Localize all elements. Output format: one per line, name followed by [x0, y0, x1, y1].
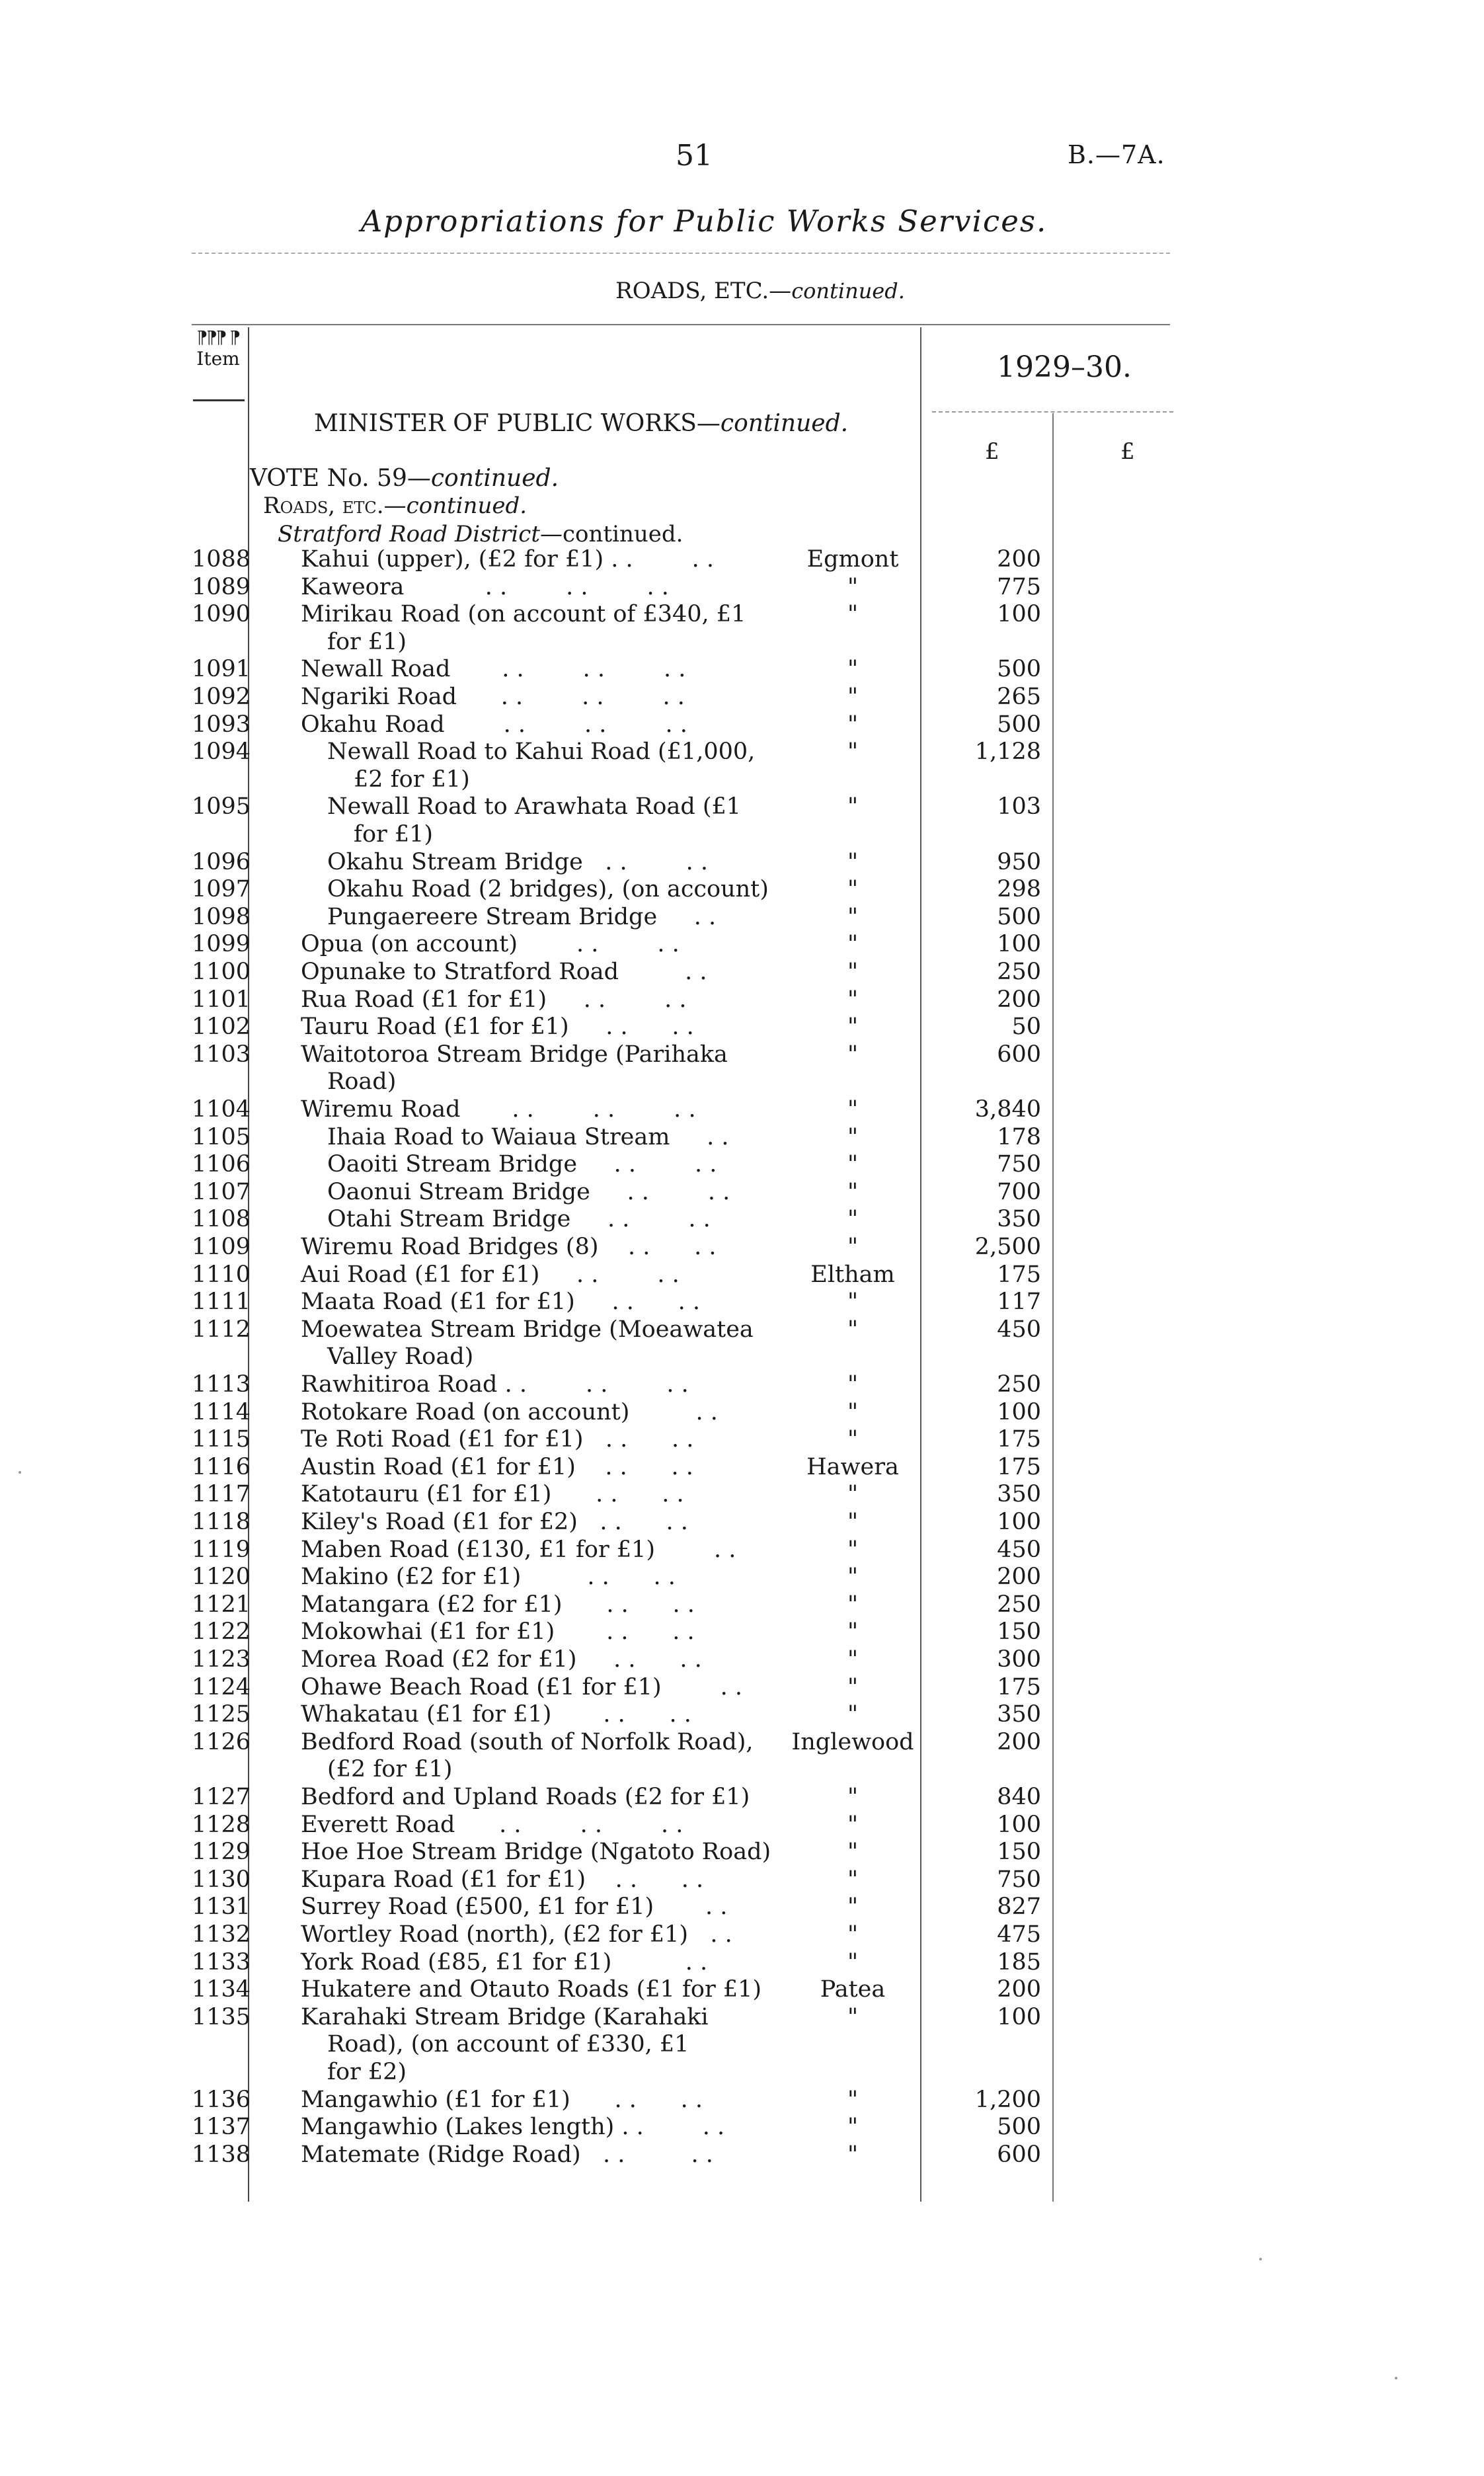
electoral-district: " — [847, 2003, 859, 2030]
district-cont: continued. — [563, 521, 683, 547]
electoral-district: " — [847, 959, 859, 985]
amount: 185 — [997, 1948, 1041, 1976]
item-number: 1088 — [192, 546, 251, 573]
electoral-district: " — [847, 986, 859, 1013]
item-number: 1115 — [192, 1426, 251, 1453]
amount: 500 — [997, 2114, 1041, 2141]
electoral-district: " — [847, 739, 859, 766]
item-description: Otahi Stream Bridge . . . . — [327, 1206, 711, 1233]
item-description: Okahu Stream Bridge . . . . — [327, 848, 708, 875]
item-number: 1111 — [192, 1289, 251, 1316]
item-label: Item — [196, 348, 240, 370]
item-number: 1114 — [192, 1398, 251, 1425]
item-number: 1117 — [192, 1481, 251, 1508]
amount: 600 — [997, 1041, 1041, 1068]
electoral-district: " — [847, 1784, 859, 1810]
amount: 750 — [997, 1866, 1041, 1893]
item-description: Maata Road (£1 for £1) . . . . — [301, 1289, 700, 1316]
item-number: 1097 — [192, 876, 251, 903]
item-number: 1125 — [192, 1701, 251, 1728]
amount: 300 — [997, 1646, 1041, 1673]
item-description: York Road (£85, £1 for £1) . . — [301, 1948, 708, 1976]
amount: 475 — [997, 1921, 1041, 1948]
minister-heading — [314, 410, 848, 437]
item-description: Bedford Road (south of Norfolk Road), — [301, 1728, 754, 1755]
amount: 103 — [997, 793, 1041, 820]
item-number: 1113 — [192, 1371, 251, 1398]
item-number: 1095 — [192, 793, 251, 820]
electoral-district: " — [847, 1509, 859, 1535]
amount: 775 — [997, 573, 1041, 600]
item-description: Kiley's Road (£1 for £2) . . . . — [301, 1509, 688, 1535]
item-number: 1127 — [192, 1784, 251, 1810]
amount: 100 — [997, 1811, 1041, 1838]
electoral-district: " — [847, 848, 859, 875]
electoral-district: " — [847, 1811, 859, 1838]
item-description-continuation: Road) — [327, 1068, 397, 1096]
item-description: Morea Road (£2 for £1) . . . . — [301, 1646, 702, 1673]
item-number: 1098 — [192, 903, 251, 930]
item-description: Wiremu Road . . . . . . — [301, 1096, 696, 1123]
table-top-rule — [192, 324, 1170, 325]
item-number: 1107 — [192, 1178, 251, 1205]
item-number: 1122 — [192, 1618, 251, 1646]
item-mark: ⁋⁋⁋ ⁋ — [196, 328, 240, 348]
amount: 250 — [997, 959, 1041, 985]
item-description: Moewatea Stream Bridge (Moeawatea — [301, 1316, 754, 1343]
electoral-district: " — [847, 1151, 859, 1178]
electoral-district: Egmont — [806, 546, 899, 573]
amount: 265 — [997, 684, 1041, 710]
item-description: Ihaia Road to Waiaua Stream . . — [327, 1123, 729, 1150]
subtitle-cont: continued. — [791, 278, 905, 303]
electoral-district: " — [847, 573, 859, 600]
amount: 178 — [997, 1123, 1041, 1150]
item-number: 1132 — [192, 1921, 251, 1948]
item-description-continuation: for £1) — [354, 820, 434, 848]
item-number: 1119 — [192, 1536, 251, 1563]
amount: 350 — [997, 1701, 1041, 1728]
item-number: 1133 — [192, 1948, 251, 1976]
item-number: 1089 — [192, 573, 251, 600]
amount: 200 — [997, 986, 1041, 1013]
amount: 100 — [997, 931, 1041, 958]
amount: 1,128 — [974, 739, 1041, 766]
amount: 200 — [997, 1564, 1041, 1591]
electoral-district: " — [847, 1206, 859, 1233]
amount: 350 — [997, 1206, 1041, 1233]
item-description: Te Roti Road (£1 for £1) . . . . — [301, 1426, 694, 1453]
year-rule — [932, 411, 1173, 413]
item-description-continuation: Road), (on account of £330, £1 for £2) — [327, 2031, 689, 2085]
vote-main: VOTE No. 59— — [250, 465, 431, 492]
item-number: 1093 — [192, 711, 251, 738]
electoral-district: " — [847, 1234, 859, 1260]
amount: 950 — [997, 848, 1041, 875]
amount: 450 — [997, 1536, 1041, 1563]
item-description: Aui Road (£1 for £1) . . . . — [301, 1261, 680, 1288]
district-heading — [278, 521, 683, 547]
electoral-district: " — [847, 1371, 859, 1398]
item-description: Whakatau (£1 for £1) . . . . — [301, 1701, 691, 1728]
item-number: 1121 — [192, 1591, 251, 1618]
amount: 3,840 — [974, 1096, 1041, 1123]
item-header-rule — [193, 399, 245, 401]
electoral-district: " — [847, 2086, 859, 2113]
item-description: Opua (on account) . . . . — [301, 931, 680, 958]
item-number: 1130 — [192, 1866, 251, 1893]
item-number: 1094 — [192, 739, 251, 766]
item-description: Rawhitiroa Road . . . . . . — [301, 1371, 689, 1398]
amount: 600 — [997, 2141, 1041, 2168]
item-description: Matangara (£2 for £1) . . . . — [301, 1591, 695, 1618]
amount: 175 — [997, 1261, 1041, 1288]
item-number: 1099 — [192, 931, 251, 958]
item-number: 1091 — [192, 656, 251, 683]
item-description: Okahu Road . . . . . . — [301, 711, 687, 738]
electoral-district: " — [847, 903, 859, 930]
item-number: 1109 — [192, 1234, 251, 1260]
item-description: Mangawhio (£1 for £1) . . . . — [301, 2086, 703, 2113]
amount: 250 — [997, 1591, 1041, 1618]
item-number: 1128 — [192, 1811, 251, 1838]
electoral-district: Hawera — [806, 1453, 899, 1480]
item-number: 1103 — [192, 1041, 251, 1068]
amount: 298 — [997, 876, 1041, 903]
item-description: Mokowhai (£1 for £1) . . . . — [301, 1618, 695, 1646]
item-number: 1118 — [192, 1509, 251, 1535]
amount: 100 — [997, 601, 1041, 628]
amount: 175 — [997, 1673, 1041, 1700]
electoral-district: " — [847, 1921, 859, 1948]
amount: 250 — [997, 1371, 1041, 1398]
item-number: 1112 — [192, 1316, 251, 1343]
amount: 175 — [997, 1453, 1041, 1480]
item-description: Opunake to Stratford Road . . — [301, 959, 707, 985]
minister-cont: continued. — [720, 410, 849, 437]
item-description: Everett Road . . . . . . — [301, 1811, 683, 1838]
item-number: 1096 — [192, 848, 251, 875]
item-description: Kupara Road (£1 for £1) . . . . — [301, 1866, 704, 1893]
roads-main: Roads, etc.— — [263, 493, 407, 519]
item-description: Hukatere and Otauto Roads (£1 for £1) — [301, 1976, 762, 2003]
item-description: Oaonui Stream Bridge . . . . — [327, 1178, 730, 1205]
electoral-district: " — [847, 711, 859, 738]
electoral-district: " — [847, 1591, 859, 1618]
item-description: Austin Road (£1 for £1) . . . . — [301, 1453, 693, 1480]
electoral-district: " — [847, 1536, 859, 1563]
item-number: 1126 — [192, 1728, 251, 1755]
item-number: 1100 — [192, 959, 251, 985]
electoral-district: " — [847, 1123, 859, 1150]
item-description: Wortley Road (north), (£2 for £1) . . — [301, 1921, 732, 1948]
item-description: Bedford and Upland Roads (£2 for £1) — [301, 1784, 750, 1810]
item-number: 1129 — [192, 1839, 251, 1866]
amount: 827 — [997, 1894, 1041, 1921]
item-description: Mangawhio (Lakes length) . . . . — [301, 2114, 725, 2141]
electoral-district: " — [847, 1894, 859, 1921]
item-number: 1105 — [192, 1123, 251, 1150]
electoral-district: " — [847, 793, 859, 820]
electoral-district: " — [847, 1316, 859, 1343]
minister-main: MINISTER OF PUBLIC WORKS— — [314, 410, 721, 437]
title-rule — [192, 253, 1170, 254]
item-description: Makino (£2 for £1) . . . . — [301, 1564, 676, 1591]
item-description-continuation: for £1) — [327, 628, 407, 655]
amount: 100 — [997, 2003, 1041, 2030]
item-description: Karahaki Stream Bridge (Karahaki — [301, 2003, 709, 2030]
electoral-district: " — [847, 1701, 859, 1728]
item-number: 1137 — [192, 2114, 251, 2141]
electoral-district: Inglewood — [791, 1728, 914, 1755]
electoral-district: " — [847, 1564, 859, 1591]
electoral-district: " — [847, 601, 859, 628]
item-description: Rua Road (£1 for £1) . . . . — [301, 986, 687, 1013]
currency-label-2: £ — [1120, 438, 1135, 465]
subtitle-main: ROADS, ETC.— — [615, 278, 792, 304]
roads-heading — [263, 493, 527, 519]
electoral-district: " — [847, 1178, 859, 1205]
amount: 150 — [997, 1839, 1041, 1866]
item-number: 1110 — [192, 1261, 251, 1288]
item-description: Ngariki Road . . . . . . — [301, 684, 685, 710]
amount: 500 — [997, 656, 1041, 683]
district-main: Stratford Road District— — [278, 521, 563, 547]
item-description: Kahui (upper), (£2 for £1) . . . . — [301, 546, 715, 573]
item-number: 1124 — [192, 1673, 251, 1700]
item-number: 1092 — [192, 684, 251, 710]
item-description: Katotauru (£1 for £1) . . . . — [301, 1481, 684, 1508]
item-number: 1136 — [192, 2086, 251, 2113]
amount: 50 — [1011, 1014, 1041, 1041]
electoral-district: " — [847, 1014, 859, 1041]
amount: 117 — [997, 1289, 1041, 1316]
item-number: 1102 — [192, 1014, 251, 1041]
electoral-district: " — [847, 1096, 859, 1123]
item-number: 1138 — [192, 2141, 251, 2168]
item-number: 1108 — [192, 1206, 251, 1233]
item-column-header — [192, 327, 245, 370]
electoral-district: " — [847, 1481, 859, 1508]
amount: 200 — [997, 1976, 1041, 2003]
amount: 100 — [997, 1509, 1041, 1535]
item-description-continuation: £2 for £1) — [354, 766, 470, 793]
year-header: 1929–30. — [997, 350, 1132, 384]
item-description: Newall Road . . . . . . — [301, 656, 686, 683]
amount: 2,500 — [974, 1234, 1041, 1260]
amount: 200 — [997, 546, 1041, 573]
electoral-district: " — [847, 1866, 859, 1893]
item-number: 1123 — [192, 1646, 251, 1673]
item-number: 1101 — [192, 986, 251, 1013]
amount: 500 — [997, 711, 1041, 738]
column-divider — [1052, 413, 1054, 2202]
electoral-district: " — [847, 1426, 859, 1453]
electoral-district: " — [847, 1948, 859, 1976]
page-title: Appropriations for Public Works Services. — [360, 204, 1048, 239]
amount: 700 — [997, 1178, 1041, 1205]
item-description-continuation: Valley Road) — [327, 1343, 474, 1371]
section-subtitle — [397, 278, 1124, 304]
electoral-district: " — [847, 656, 859, 683]
amount: 1,200 — [974, 2086, 1041, 2113]
electoral-district: " — [847, 684, 859, 710]
amount: 840 — [997, 1784, 1041, 1810]
electoral-district: " — [847, 931, 859, 958]
item-description: Surrey Road (£500, £1 for £1) . . — [301, 1894, 728, 1921]
item-number: 1090 — [192, 601, 251, 628]
item-description: Kaweora . . . . . . — [301, 573, 669, 600]
electoral-district: " — [847, 1673, 859, 1700]
amount: 200 — [997, 1728, 1041, 1755]
electoral-district: " — [847, 1041, 859, 1068]
scan-speck — [1395, 2377, 1397, 2379]
amount: 350 — [997, 1481, 1041, 1508]
item-description: Newall Road to Arawhata Road (£1 — [327, 793, 742, 820]
scan-speck — [1259, 2258, 1262, 2260]
item-number: 1116 — [192, 1453, 251, 1480]
item-description: Maben Road (£130, £1 for £1) . . — [301, 1536, 736, 1563]
electoral-district: " — [847, 876, 859, 903]
item-description: Tauru Road (£1 for £1) . . . . — [301, 1014, 694, 1041]
item-description: Okahu Road (2 bridges), (on account) — [327, 876, 769, 903]
scan-speck — [19, 1471, 21, 1474]
item-description: Rotokare Road (on account) . . — [301, 1398, 718, 1425]
item-number: 1120 — [192, 1564, 251, 1591]
electoral-district: " — [847, 2114, 859, 2141]
electoral-district: " — [847, 2141, 859, 2168]
item-description: Mirikau Road (on account of £340, £1 — [301, 601, 746, 628]
electoral-district: " — [847, 1398, 859, 1425]
item-description: Hoe Hoe Stream Bridge (Ngatoto Road) — [301, 1839, 771, 1866]
amount: 150 — [997, 1618, 1041, 1646]
item-description: Matemate (Ridge Road) . . . . — [301, 2141, 713, 2168]
item-description: Pungaereere Stream Bridge . . — [327, 903, 717, 930]
item-number: 1135 — [192, 2003, 251, 2030]
electoral-district: Patea — [820, 1976, 886, 2003]
item-description: Wiremu Road Bridges (8) . . . . — [301, 1234, 717, 1260]
amount: 750 — [997, 1151, 1041, 1178]
item-description: Oaoiti Stream Bridge . . . . — [327, 1151, 717, 1178]
amount: 100 — [997, 1398, 1041, 1425]
electoral-district: " — [847, 1646, 859, 1673]
currency-label-1: £ — [985, 438, 999, 465]
item-description: Waitotoroa Stream Bridge (Parihaka — [301, 1041, 728, 1068]
item-number: 1134 — [192, 1976, 251, 2003]
amount: 175 — [997, 1426, 1041, 1453]
electoral-district: " — [847, 1839, 859, 1866]
item-description: Newall Road to Kahui Road (£1,000, — [327, 739, 756, 766]
item-number: 1106 — [192, 1151, 251, 1178]
roads-cont: continued. — [406, 493, 527, 519]
item-number: 1104 — [192, 1096, 251, 1123]
document-ref: B.—7A. — [1068, 140, 1165, 169]
electoral-district: " — [847, 1289, 859, 1316]
amount: 450 — [997, 1316, 1041, 1343]
vote-cont: continued. — [430, 465, 559, 492]
page-number: 51 — [676, 139, 713, 173]
vote-heading — [250, 465, 559, 492]
item-number: 1131 — [192, 1894, 251, 1921]
column-divider — [920, 327, 921, 2202]
electoral-district: " — [847, 1618, 859, 1646]
item-description-continuation: (£2 for £1) — [327, 1756, 453, 1783]
amount: 500 — [997, 903, 1041, 930]
item-description: Ohawe Beach Road (£1 for £1) . . — [301, 1673, 743, 1700]
electoral-district: Eltham — [810, 1261, 895, 1288]
